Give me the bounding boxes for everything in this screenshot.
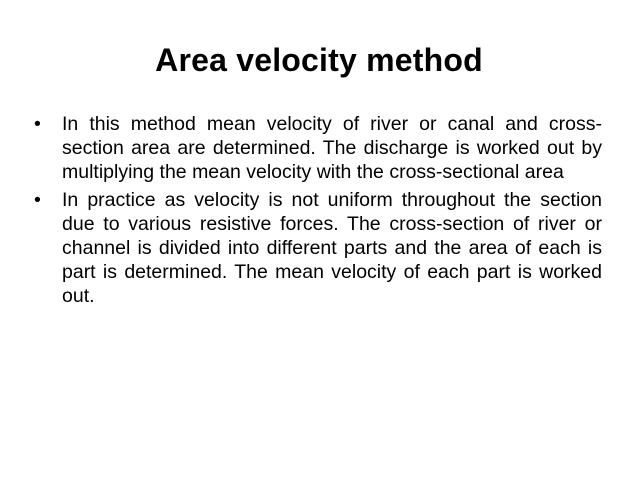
bullet-item <box>34 188 602 308</box>
slide-title: Area velocity method <box>155 42 483 78</box>
bullet-item <box>34 112 602 184</box>
bullet-text: In practice as velocity is not uniform throughout the section due to various resistive forces. The cross-section of river or channel is divided into different parts and the area of each is part is determined. The mean velocity of each part is worked out. <box>62 189 602 307</box>
bullet-icon: • <box>34 189 41 211</box>
bullet-text: In this method mean velocity of river or canal and cross-section area are determined. The discharge is worked out by multiplying the mean velocity with the cross-sectional area <box>62 113 602 183</box>
bullet-icon: • <box>34 113 41 135</box>
bullet-list <box>34 112 602 312</box>
